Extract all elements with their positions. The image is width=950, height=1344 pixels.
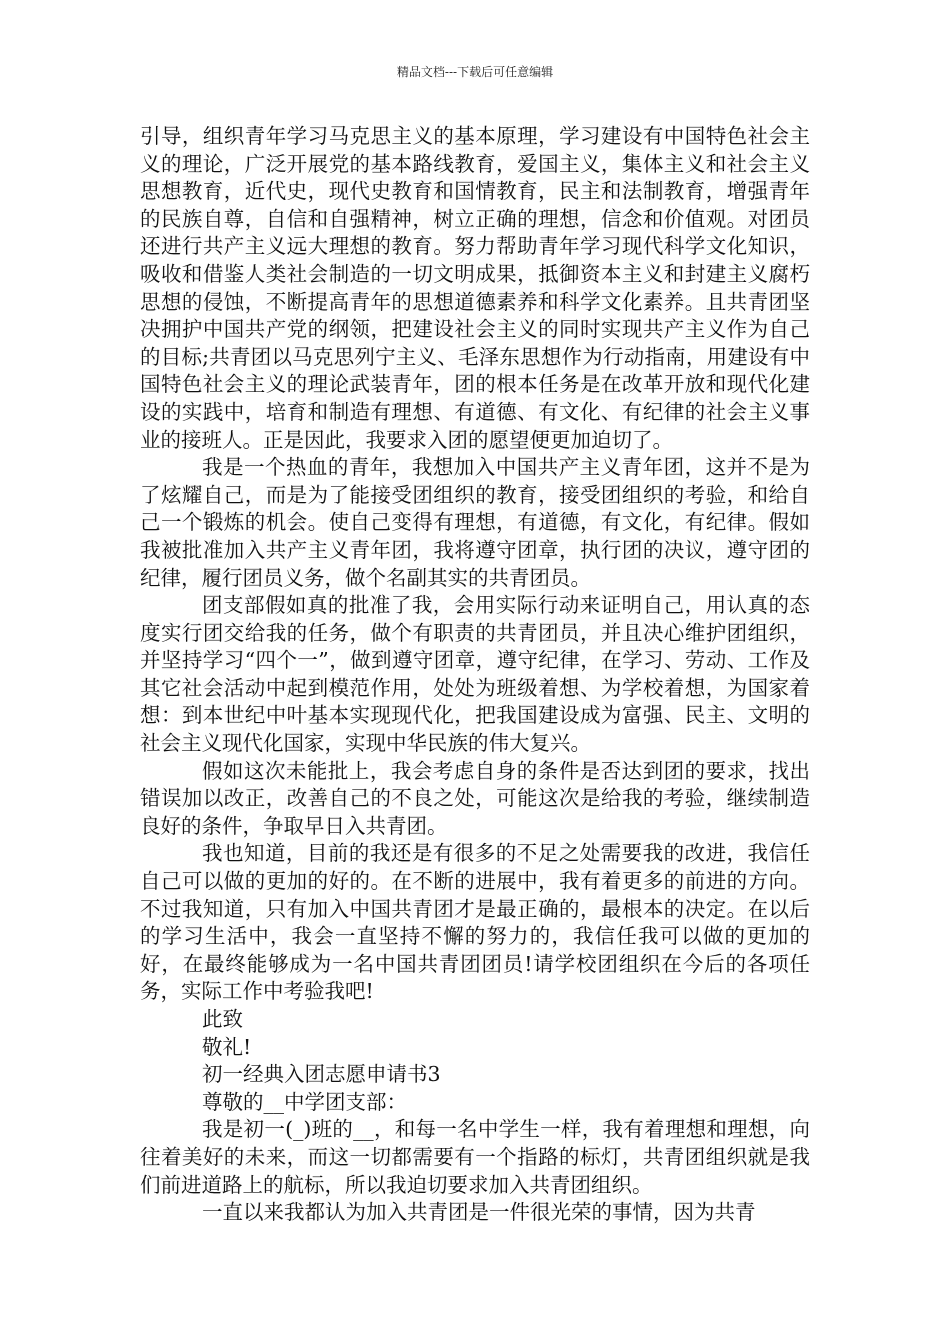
paragraph-6: 我是初一(_)班的__，和每一名中学生一样，我有着理想和理想，向往着美好的未来，而这一切都需要有一个指路的标灯，共青团组织就是我们前进道路上的航标，所以我迫切要求加入共青团组织。 — [140, 1117, 810, 1197]
paragraph-7: 一直以来我都认为加入共青团是一件很光荣的事情，因为共青 — [202, 1200, 756, 1225]
paragraph-4: 假如这次未能批上，我会考虑自身的条件是否达到团的要求，找出错误加以改正，改善自己的不良之处，可能这次是给我的考验，继续制造良好的条件，争取早日入共青团。 — [140, 758, 810, 838]
paragraph-1: 引导，组织青年学习马克思主义的基本原理，学习建设有中国特色社会主义的理论，广泛开展党的基本路线教育，爱国主义，集体主义和社会主义思想教育，近代史，现代史教育和国情教育，民主和法制教育，增强青年的民族自尊，自信和自强精神，树立正确的理想，信念和价值观。对团员还进行共产主义远大理想的教育。努力帮助青年学习现代科学文化知识，吸收和借鉴人类社会制造的一切文明成果，抵御资本主义和封建主义腐朽思想的侵蚀，不断提高青年的思想道德素养和科学文化素养。且共青团坚决拥护中国共产党的纲领，把建设社会主义的同时实现共产主义作为自己的目标;共青团以马克思列宁主义、毛泽东思想作为行动指南，用建设有中国特色社会主义的理论武装青年，团的根本任务是在改革开放和现代化建设的实践中，培育和制造有理想、有道德、有文化、有纪律的社会主义事业的接班人。正是因此，我要求入团的愿望便更加迫切了。 — [140, 124, 810, 452]
document-body — [140, 123, 810, 1227]
closing-line-2: 敬礼! — [202, 1034, 252, 1059]
salutation: 尊敬的__中学团支部： — [202, 1089, 407, 1114]
section-title: 初一经典入团志愿申请书3 — [202, 1062, 441, 1087]
paragraph-3: 团支部假如真的批准了我，会用实际行动来证明自己，用认真的态度实行团交给我的任务，做个有职责的共青团员，并且决心维护团组织，并坚持学习“四个一”，做到遵守团章，遵守纪律，在学习、劳动、工作及其它社会活动中起到模范作用，处处为班级着想、为学校着想，为国家着想：到本世纪中叶基本实现现代化，把我国建设成为富强、民主、文明的社会主义现代化国家，实现中华民族的伟大复兴。 — [140, 593, 810, 756]
paragraph-5: 我也知道，目前的我还是有很多的不足之处需要我的改进，我信任自己可以做的更加的好的。在不断的进展中，我有着更多的前进的方向。不过我知道，只有加入中国共青团才是最正确的，最根本的决定。在以后的学习生活中，我会一直坚持不懈的努力的，我信任我可以做的更加的好，在最终能够成为一名中国共青团团员!请学校团组织在今后的各项任务，实际工作中考验我吧! — [140, 841, 810, 1004]
closing-line-1: 此致 — [202, 1007, 243, 1031]
paragraph-2: 我是一个热血的青年，我想加入中国共产主义青年团，这并不是为了炫耀自己，而是为了能接受团组织的教育，接受团组织的考验，和给自己一个锻炼的机会。使自己变得有理想，有道德，有文化，有纪律。假如我被批准加入共产主义青年团，我将遵守团章，执行团的决议，遵守团的纪律，履行团员义务，做个名副其实的共青团员。 — [140, 455, 810, 590]
page-header: 精品文档---下载后可任意编辑 — [396, 65, 554, 79]
